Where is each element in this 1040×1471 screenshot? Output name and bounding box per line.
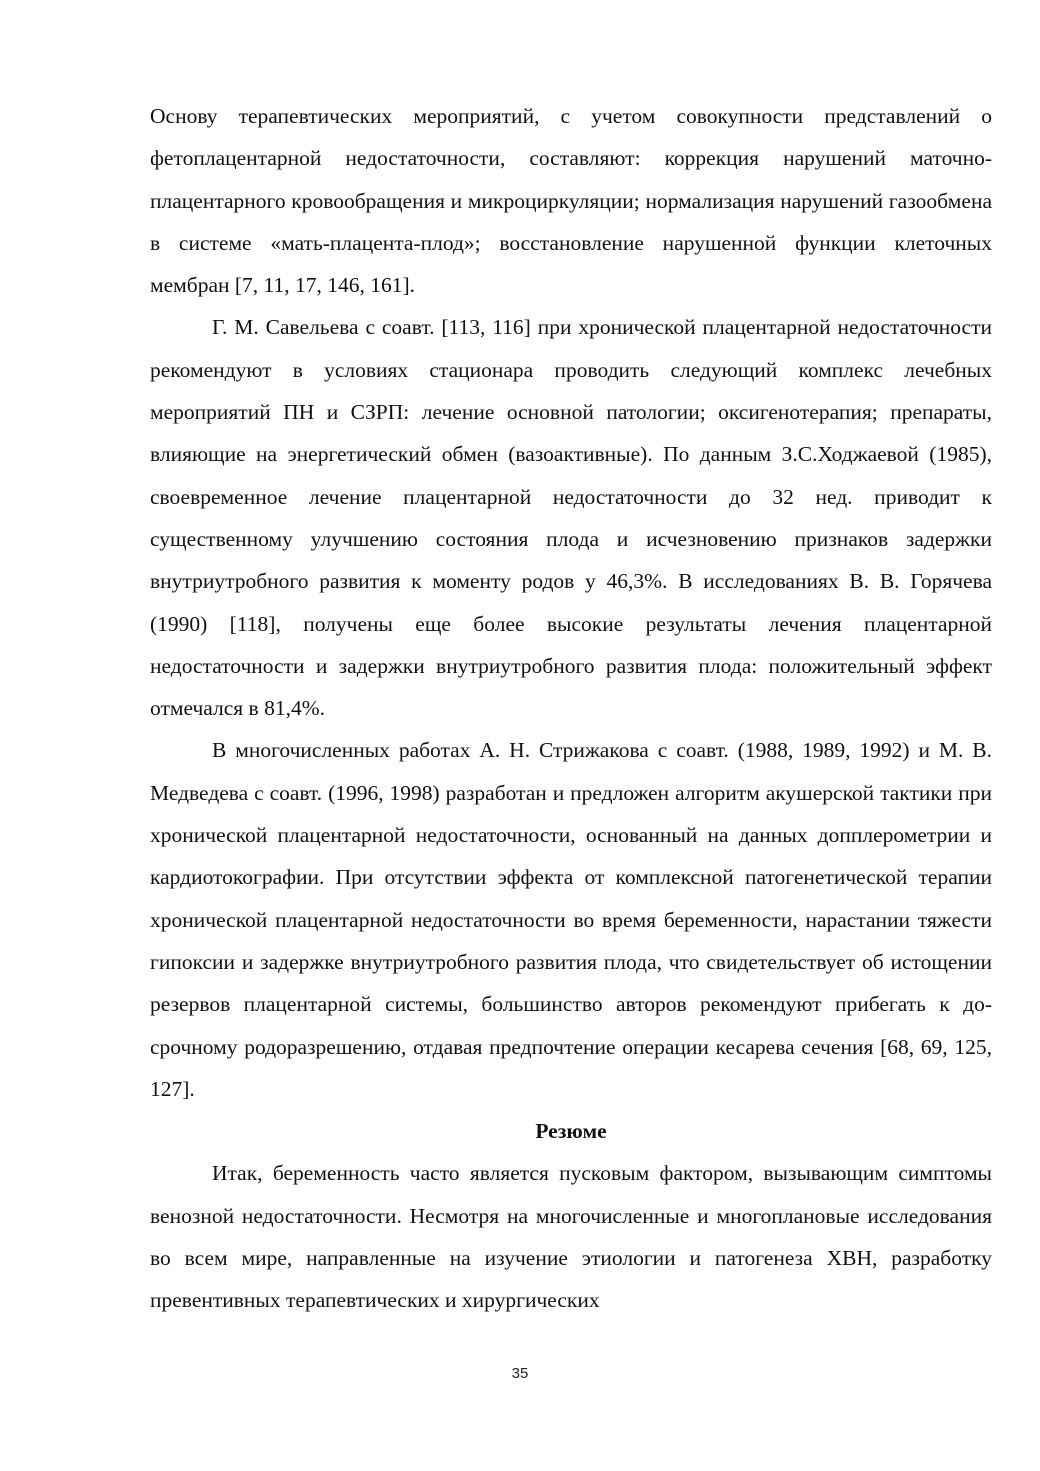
section-heading: Резюме <box>535 1119 607 1144</box>
document-page <box>150 95 992 1322</box>
paragraph-savelyeva: Г. М. Савельева с соавт. [113, 116] при хронической плацентарной недостаточности рекомендуют в условиях стационара проводить следующий комплекс лечебных мероприятий ПН и СЗРП: лечение основной патологии; оксигенотерапия; препараты, влияющие на энергетический обмен (вазоактивные). По данным З.С.Ходжаевой (1985), своевременное лечение плацентарной недостаточности до 32 нед. приводит к существенному улучшению состояния плода и исчезновению признаков задержки внутриутробного развития к моменту родов у 46,3%. В исследованиях В. В. Горячева (1990) [118], получены еще более высокие результаты лечения плацентарной недостаточности и задержки внутриутробного развития плода: положительный эффект отмечался в 81,4%. <box>150 315 992 721</box>
paragraph-therapy-basis: Основу терапевтических мероприятий, с учетом совокупности представлений о фетоплацентарной недостаточности, составляют: коррекция нарушений маточно-плацентарного кровообращения и микроциркуляции; нормализация нарушений газообмена в системе «мать-плацента-плод»; восстановление нарушенной функции клеточных мембран [7, 11, 17, 146, 161]. <box>150 104 992 298</box>
paragraph-summary: Итак, беременность часто является пусковым фактором, вызывающим симптомы венозной недостаточности. Несмотря на многочисленные и многоплановые исследования во всем мире, направленные на изучение этиологии и патогенеза ХВН, разработку превентивных терапевтических и хирургических <box>150 1161 992 1313</box>
paragraph-strizhakov: В многочисленных работах А. Н. Стрижакова с соавт. (1988, 1989, 1992) и М. В. Медведева с соавт. (1996, 1998) разработан и предложен алгоритм акушерской тактики при хронической плацентарной недостаточности, основанный на данных допплерометрии и кардиотокографии. При отсутствии эффекта от комплексной патогенетической терапии хронической плацентарной недостаточности во время беременности, нарастании тяжести гипоксии и задержке внутриутробного развития плода, что свидетельствует об истощении резервов плацентарной системы, большинство авторов рекомендуют прибегать к досрочному родоразрешению, отдавая предпочтение операции кесарева сечения [68, 69, 125, 127]. <box>150 738 992 1101</box>
page-number: 35 <box>511 1365 529 1382</box>
